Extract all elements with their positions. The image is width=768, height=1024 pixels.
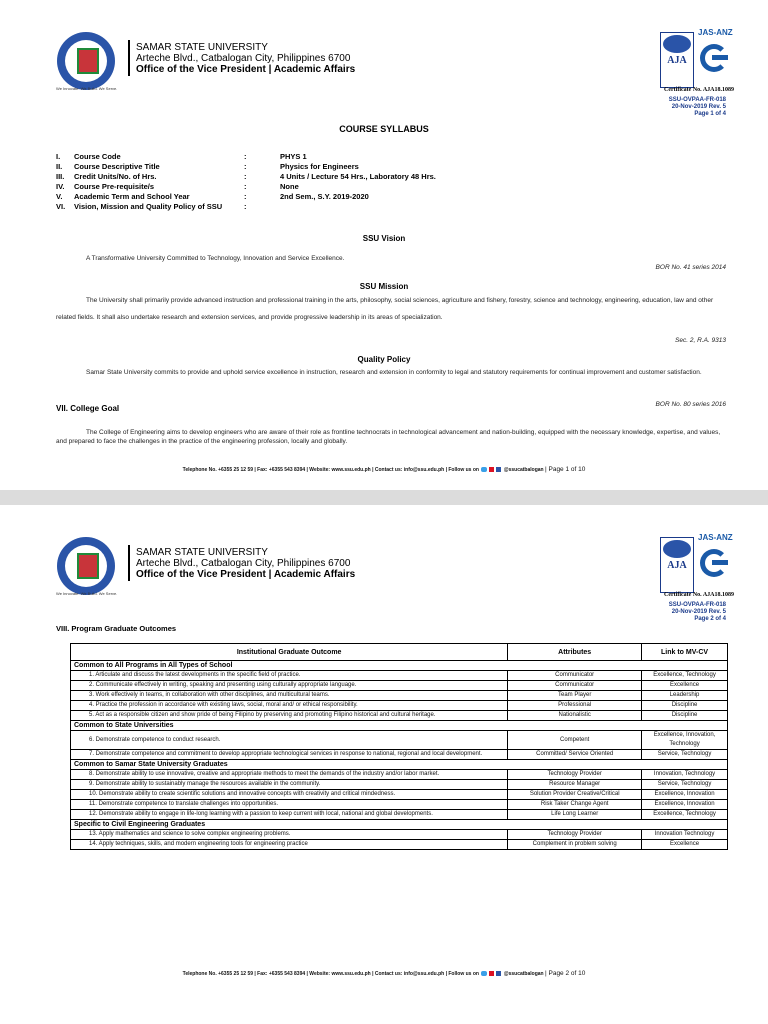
link-cell: Innovation, Technology — [642, 770, 728, 780]
attribute-cell: Communicator — [508, 671, 642, 681]
info-colon: : — [244, 192, 247, 201]
info-number: V. — [56, 192, 63, 201]
link-cell: Excellence, Innovation — [642, 800, 728, 810]
university-tagline: We Innovate. We Build. We Serve. — [56, 86, 118, 91]
university-name: SAMAR STATE UNIVERSITY — [136, 547, 268, 558]
revision-date: 20-Nov-2019 Rev. 5 — [671, 609, 726, 615]
table-row — [71, 750, 728, 760]
info-number: VI. — [56, 202, 66, 211]
footer-handle: @ssucatbalogan — [503, 467, 544, 473]
footer-contact: Telephone No. +6355 25 12 59 | Fax: +6355 543 8394 | Website: www.ssu.edu.ph | Contact us: info@ssu.edu.ph | Follow us on — [182, 467, 479, 473]
attribute-cell: Resource Manager — [508, 780, 642, 790]
attribute-cell: Team Player — [508, 691, 642, 701]
outcome-cell: 6. Demonstrate competence to conduct research. — [71, 731, 508, 750]
info-value: Physics for Engineers — [280, 162, 359, 171]
university-seal-logo — [56, 537, 118, 596]
group-row — [71, 661, 728, 671]
outcome-cell: 8. Demonstrate ability to use innovative, creative and appropriate methods to meet the demands of the industry and/or labor market. — [71, 770, 508, 780]
table-row — [71, 691, 728, 701]
outcome-cell: 4. Practice the profession in accordance with existing laws, social, moral and/ or ethical responsibility. — [71, 701, 508, 711]
page-number: Page 1 of 4 — [694, 111, 726, 117]
table-row — [71, 711, 728, 721]
link-cell: Excellence — [642, 840, 728, 850]
table-row — [71, 780, 728, 790]
header-divider — [128, 40, 130, 76]
facebook-icon — [496, 467, 501, 472]
info-value: 4 Units / Lecture 54 Hrs., Laboratory 48 Hrs. — [280, 172, 436, 181]
page-title: COURSE SYLLABUS — [339, 124, 429, 134]
group-name: Common to All Programs in All Types of School — [71, 661, 728, 671]
column-header: Link to MV-CV — [642, 644, 728, 661]
university-address: Arteche Blvd., Catbalogan City, Philippines 6700 — [136, 53, 351, 64]
aja-emblem — [663, 35, 691, 53]
aja-certification-logo — [660, 537, 694, 593]
mission-heading: SSU Mission — [359, 282, 409, 291]
link-cell: Leadership — [642, 691, 728, 701]
syllabus-page-2 — [0, 505, 768, 1024]
info-number: II. — [56, 162, 63, 171]
twitter-icon — [481, 467, 487, 472]
syllabus-page-1 — [0, 0, 768, 490]
quality-policy-heading: Quality Policy — [357, 355, 411, 364]
mission-text: The University shall primarily provide advanced instruction and professional training in the arts, philosophy, social sciences, agriculture and fishery, forestry, science and technology, engineering, education, law and other related fields. It shall also undertake research and extension services, and provide progressive leadership in its areas of specialization. — [56, 297, 714, 321]
revision-date: 20-Nov-2019 Rev. 5 — [671, 104, 726, 110]
info-label: Academic Term and School Year — [74, 192, 190, 201]
group-name: Common to State Universities — [71, 721, 728, 731]
table-row — [71, 790, 728, 800]
info-value: 2nd Sem., S.Y. 2019-2020 — [280, 192, 369, 201]
document-reference — [669, 602, 726, 623]
attribute-cell: Nationalistic — [508, 711, 642, 721]
outcome-cell: 1. Articulate and discuss the latest developments in the specific field of practice. — [71, 671, 508, 681]
link-cell: Discipline — [642, 711, 728, 721]
attribute-cell: Committed/ Service Oriented — [508, 750, 642, 760]
group-row — [71, 721, 728, 731]
aja-label: AJA — [667, 560, 687, 571]
outcome-cell: 5. Act as a responsible citizen and show pride of being Filipino by preserving and promoting Filipino historical and cultural heritage. — [71, 711, 508, 721]
outcome-cell: 11. Demonstrate competence to translate challenges into opportunities. — [71, 800, 508, 810]
info-colon: : — [244, 152, 247, 161]
university-address: Arteche Blvd., Catbalogan City, Philippines 6700 — [136, 558, 351, 569]
vision-heading: SSU Vision — [362, 234, 406, 243]
info-number: III. — [56, 172, 65, 181]
college-goal-text: The College of Engineering aims to develop engineers who are aware of their role as frontline technocrats in technological advancement and nation-building, equipped with the necessary knowledge, expertise, and values, and prepared to face the challenges in the practice of the engineering profession, locally and globally. — [56, 429, 721, 445]
info-colon: : — [244, 172, 247, 181]
info-label: Course Code — [74, 152, 121, 161]
column-header: Attributes — [508, 644, 642, 661]
table-row — [71, 810, 728, 820]
jas-anz-logo-bar — [712, 560, 728, 565]
link-cell: Excellence, Technology — [642, 671, 728, 681]
vision-text: A Transformative University Committed to Technology, Innovation and Service Excellence. — [86, 255, 345, 262]
attribute-cell: Complement in problem solving — [508, 840, 642, 850]
page-number: Page 2 of 4 — [694, 616, 726, 622]
quality-policy-text: Samar State University commits to provide and uphold service excellence in instruction, research and extension in conformity to legal and statutory requirements for continual improvement and customer satisfaction. — [86, 369, 702, 376]
attribute-cell: Communicator — [508, 681, 642, 691]
outcome-cell: 13. Apply mathematics and science to solve complex engineering problems. — [71, 830, 508, 840]
info-label: Course Pre-requisite/s — [74, 182, 155, 191]
form-code: SSU-OVPAA-FR-018 — [668, 602, 726, 608]
link-cell: Service, Technology — [642, 750, 728, 760]
info-colon: : — [244, 202, 247, 211]
group-name: Specific to Civil Engineering Graduates — [71, 820, 728, 830]
outcome-cell: 12. Demonstrate ability to engage in life-long learning with a passion to keep current with local, national and global developments. — [71, 810, 508, 820]
group-row — [71, 760, 728, 770]
twitter-icon — [481, 971, 487, 976]
office-name: Office of the Vice President | Academic Affairs — [136, 64, 356, 75]
outcome-cell: 10. Demonstrate ability to create scientific solutions and innovative concepts with creativity and critical mindedness. — [71, 790, 508, 800]
table-row — [71, 800, 728, 810]
graduate-outcomes-table — [70, 643, 728, 850]
attribute-cell: Technology Provider — [508, 770, 642, 780]
quality-policy-reference: BOR No. 80 series 2016 — [655, 401, 726, 408]
attribute-cell: Competent — [508, 731, 642, 750]
attribute-cell: Risk Taker Change Agent — [508, 800, 642, 810]
document-reference — [669, 97, 726, 118]
table-row — [71, 731, 728, 750]
info-colon: : — [244, 182, 247, 191]
page-footer — [0, 970, 768, 977]
info-label: Vision, Mission and Quality Policy of SSU — [74, 202, 223, 211]
attribute-cell: Solution Provider Creative/Critical — [508, 790, 642, 800]
outcome-cell: 2. Communicate effectively in writing, speaking and presenting using culturally appropriate language. — [71, 681, 508, 691]
outcome-cell: 3. Work effectively in teams, in collaboration with other disciplines, and multicultural teams. — [71, 691, 508, 701]
attribute-cell: Life Long Learner — [508, 810, 642, 820]
mission-reference: Sec. 2, R.A. 9313 — [675, 337, 726, 344]
jas-anz-label: JAS-ANZ — [698, 28, 733, 37]
group-row — [71, 820, 728, 830]
university-name: SAMAR STATE UNIVERSITY — [136, 42, 268, 53]
section-heading: VIII. Program Graduate Outcomes — [56, 624, 177, 633]
table-row — [71, 830, 728, 840]
link-cell: Excellence — [642, 681, 728, 691]
outcome-cell: 9. Demonstrate ability to sustainably manage the resources available in the community. — [71, 780, 508, 790]
college-goal-heading: VII. College Goal — [56, 404, 120, 413]
outcome-cell: 7. Demonstrate competence and commitment to develop appropriate technological services in response to national, regional and local development. — [71, 750, 508, 760]
link-cell: Excellence, Innovation, Technology — [642, 731, 728, 750]
link-cell: Excellence, Technology — [642, 810, 728, 820]
office-name: Office of the Vice President | Academic Affairs — [136, 569, 356, 580]
header-divider — [128, 545, 130, 581]
table-row — [71, 840, 728, 850]
attribute-cell: Technology Provider — [508, 830, 642, 840]
table-header-row — [71, 644, 728, 661]
youtube-icon — [489, 971, 494, 976]
info-label: Credit Units/No. of Hrs. — [74, 172, 157, 181]
certificate-number: Certificate No. AJA18.1089 — [664, 87, 734, 93]
form-code: SSU-OVPAA-FR-018 — [668, 97, 726, 103]
info-colon: : — [244, 162, 247, 171]
certificate-number: Certificate No. AJA18.1089 — [664, 592, 734, 598]
link-cell: Innovation Technology — [642, 830, 728, 840]
table-row — [71, 681, 728, 691]
aja-certification-logo — [660, 32, 694, 88]
attribute-cell: Professional — [508, 701, 642, 711]
info-number: I. — [56, 152, 61, 161]
page-footer — [0, 466, 768, 473]
link-cell: Discipline — [642, 701, 728, 711]
aja-label: AJA — [667, 55, 687, 66]
university-seal-logo — [56, 32, 118, 91]
info-number: IV. — [56, 182, 65, 191]
jas-anz-label: JAS-ANZ — [698, 533, 733, 542]
page-header — [0, 0, 768, 117]
youtube-icon — [489, 467, 494, 472]
table-row — [71, 701, 728, 711]
jas-anz-logo-bar — [712, 55, 728, 60]
footer-page-number: | Page 1 of 10 — [545, 466, 586, 473]
column-header: Institutional Graduate Outcome — [71, 644, 508, 661]
group-name: Common to Samar State University Graduates — [71, 760, 728, 770]
link-cell: Excellence, Innovation — [642, 790, 728, 800]
aja-emblem — [663, 540, 691, 558]
info-value: PHYS 1 — [280, 152, 307, 161]
page-header — [0, 505, 768, 622]
table-row — [71, 671, 728, 681]
info-label: Course Descriptive Title — [74, 162, 160, 171]
footer-handle: @ssucatbalogan — [503, 971, 544, 977]
outcome-cell: 14. Apply techniques, skills, and modern engineering tools for engineering practice — [71, 840, 508, 850]
footer-contact: Telephone No. +6355 25 12 59 | Fax: +6355 543 8394 | Website: www.ssu.edu.ph | Contact us: info@ssu.edu.ph | Follow us on — [182, 971, 479, 977]
facebook-icon — [496, 971, 501, 976]
university-tagline: We Innovate. We Build. We Serve. — [56, 591, 118, 596]
info-value: None — [280, 182, 299, 191]
link-cell: Service, Technology — [642, 780, 728, 790]
footer-page-number: | Page 2 of 10 — [545, 970, 586, 977]
vision-reference: BOR No. 41 series 2014 — [655, 264, 726, 271]
table-row — [71, 770, 728, 780]
